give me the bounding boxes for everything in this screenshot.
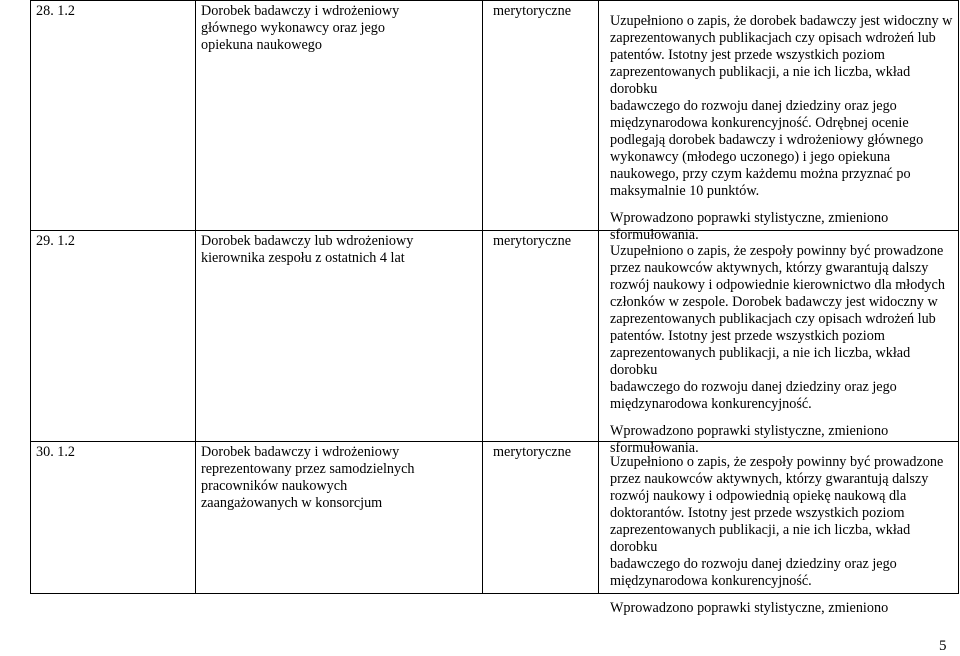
changes-table — [30, 0, 959, 616]
change-type: merytoryczne — [493, 233, 571, 249]
criterion-name-cell — [196, 442, 483, 594]
row-number-cell — [31, 231, 196, 441]
table-row — [31, 441, 958, 616]
criterion-name-cell — [196, 231, 483, 441]
criterion-name-cell — [196, 1, 483, 230]
change-type-cell — [483, 442, 599, 594]
change-type: merytoryczne — [493, 3, 571, 19]
row-number: 29. 1.2 — [36, 233, 76, 249]
row-number: 28. 1.2 — [36, 3, 76, 19]
change-type: merytoryczne — [493, 444, 571, 460]
change-note: Wprowadzono poprawki stylistyczne, zmieniono — [610, 600, 889, 616]
change-description-cell — [599, 231, 960, 456]
change-type-cell — [483, 231, 599, 441]
page-number: 5 — [939, 638, 947, 654]
criterion-name: Dorobek badawczy i wdrożeniowy głównego wykonawcy oraz jego opiekuna naukowego — [201, 3, 400, 53]
change-note: Wprowadzono poprawki stylistyczne, zmieniono sformułowania. — [610, 210, 889, 243]
change-description-cell — [599, 442, 960, 616]
change-description-cell — [599, 1, 960, 243]
row-number-cell — [31, 442, 196, 594]
row-number-cell — [31, 1, 196, 230]
criterion-name: Dorobek badawczy i wdrożeniowy reprezentowany przez samodzielnych pracowników naukowych zaangażowanych w konsorcjum — [201, 444, 415, 511]
change-description: Uzupełniono o zapis, że dorobek badawczy jest widoczny w zaprezentowanych publikacjach czy opisach wdrożeń lub patentów. Istotny jest przede wszystkich poziom zaprezentowanych publikacji, a nie ich liczba, wkład dorobku badawczego do rozwoju danej dziedziny oraz jego międzynarodowa konkurencyjność. Odrębnej ocenie podlegają dorobek badawczy i wdrożeniowy głównego wykonawcy (młodego uczonego) i jego opiekuna naukowego, przy czym każdemu można przyznać po maksymalnie 10 punktów. — [610, 13, 953, 199]
change-note: Wprowadzono poprawki stylistyczne, zmieniono sformułowania. — [610, 423, 889, 456]
change-description: Uzupełniono o zapis, że zespoły powinny być prowadzone przez naukowców aktywnych, którzy gwarantują dalszy rozwój naukowy i odpowiednie kierownictwo dla młodych członków w zespole. Dorobek badawczy jest widoczny w zaprezentowanych publikacjach czy opisach wdrożeń lub patentów. Istotny jest przede wszystkich poziom zaprezentowanych publikacji, a nie ich liczba, wkład dorobku badawczego do rozwoju danej dziedziny oraz jego międzynarodowa konkurencyjność. — [610, 243, 945, 412]
row-number: 30. 1.2 — [36, 444, 76, 460]
change-description: Uzupełniono o zapis, że zespoły powinny być prowadzone przez naukowców aktywnych, którzy gwarantują dalszy rozwój naukowy i odpowiednią opiekę naukową dla doktorantów. Istotny jest przede wszystkich poziom zaprezentowanych publikacji, a nie ich liczba, wkład dorobku badawczego do rozwoju danej dziedziny oraz jego międzynarodowa konkurencyjność. — [610, 454, 944, 589]
change-type-cell — [483, 1, 599, 230]
criterion-name: Dorobek badawczy lub wdrożeniowy kierownika zespołu z ostatnich 4 lat — [201, 233, 414, 266]
